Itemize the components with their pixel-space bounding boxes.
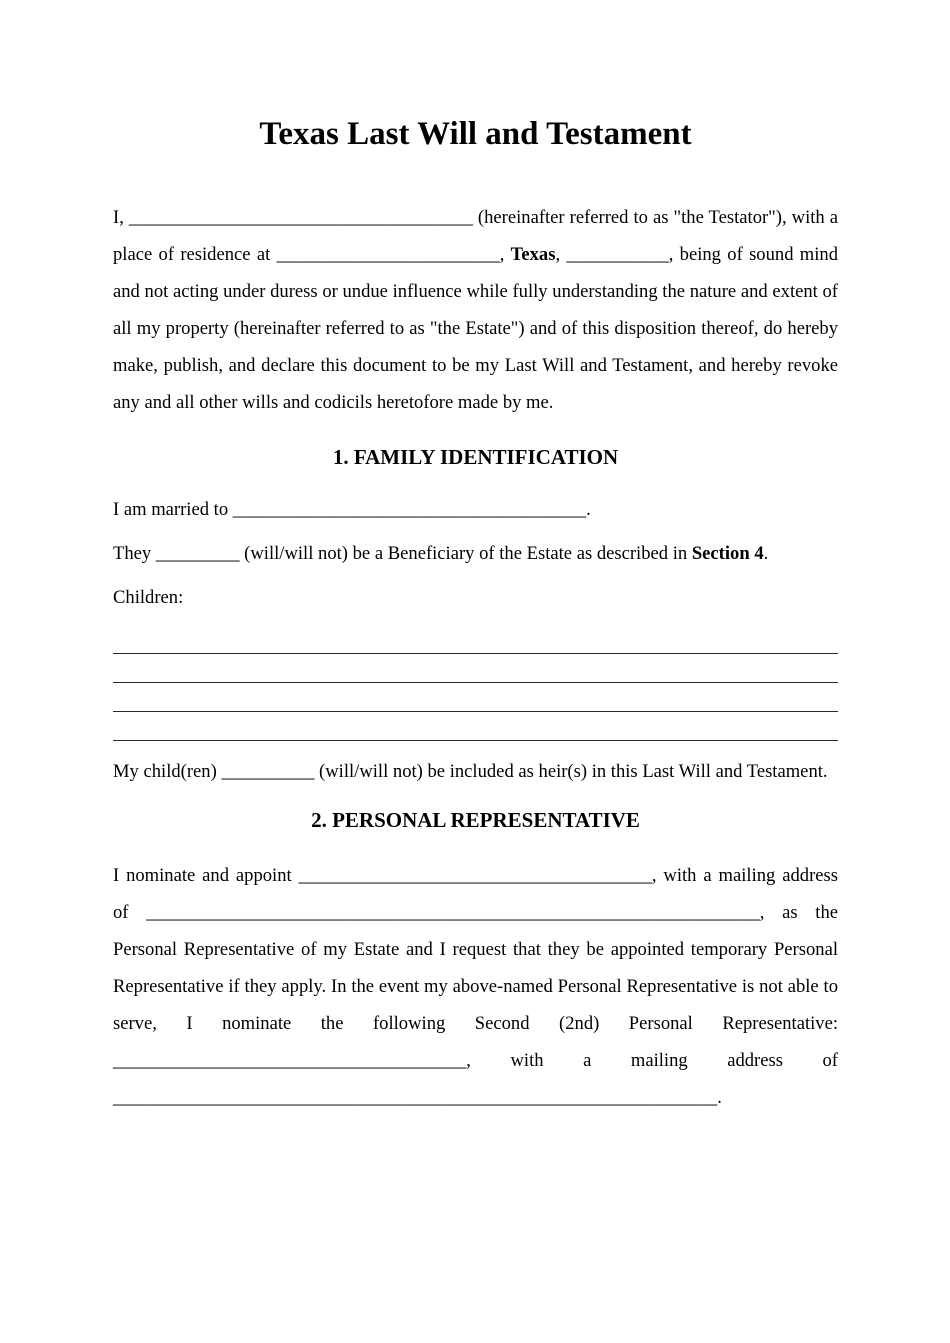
text-segment: I am married to <box>113 499 233 520</box>
text-segment: . <box>586 499 591 520</box>
text-segment: , <box>555 244 567 265</box>
blank-spouse-name[interactable]: ______________________________________ <box>232 499 587 520</box>
spouse-beneficiary-line <box>113 541 838 567</box>
personal-representative-paragraph <box>113 857 838 1116</box>
text-segment: . <box>717 1087 722 1108</box>
blank-children-will-willnot[interactable]: __________ <box>221 761 315 782</box>
children-heirs-line <box>113 757 838 787</box>
section-2-heading: 2. PERSONAL REPRESENTATIVE <box>311 808 640 832</box>
state-name-bold: Texas <box>510 244 556 265</box>
married-to-line <box>113 497 838 523</box>
blank-testator-name[interactable]: _____________________________________ <box>128 207 473 228</box>
text-segment: . <box>763 543 769 564</box>
children-entry-line-1[interactable] <box>113 625 838 654</box>
text-segment: , as the Personal Representative of my Estate and I request that they be appointed temporary Personal Representative if they apply. In the event my above-named Personal Representative is not able to serve, I nominate the following Second (2nd) Personal Representative: <box>113 902 839 1034</box>
children-label: Children: <box>113 587 184 608</box>
blank-second-representative-mailing-address[interactable]: _________________________________________________________________ <box>113 1087 718 1108</box>
document-title: Texas Last Will and Testament <box>259 116 692 152</box>
children-entry-line-4[interactable] <box>113 712 838 741</box>
text-segment: I nominate and appoint <box>113 865 299 886</box>
text-segment: , being of sound mind and not acting under duress or undue influence while fully understanding the nature and extent of all my property (hereinafter referred to as "the Estate") and of this disposition thereof, do hereby make, publish, and declare this document to be my Last Will and Testament, and hereby revoke any and all other wills and codicils heretofore made by me. <box>113 244 839 413</box>
blank-county[interactable]: ___________ <box>566 244 669 265</box>
blank-residence-address[interactable]: ________________________ <box>276 244 500 265</box>
blank-second-representative-name[interactable]: ______________________________________ <box>113 1050 467 1071</box>
text-segment: I, <box>113 207 129 228</box>
section-4-reference-bold: Section 4 <box>691 543 764 564</box>
blank-spouse-will-willnot[interactable]: _________ <box>155 543 240 564</box>
text-segment: My child(ren) <box>113 761 222 782</box>
text-segment: (hereinafter referred to as "the Testator"), with a place of residence at <box>113 207 838 265</box>
children-entry-lines <box>113 625 838 741</box>
text-segment: They <box>113 543 156 564</box>
blank-representative-mailing-address[interactable]: __________________________________________________________________ <box>146 902 760 923</box>
children-entry-line-2[interactable] <box>113 654 838 683</box>
text-segment: , with a mailing address of <box>113 865 838 923</box>
blank-representative-name[interactable]: ______________________________________ <box>298 865 652 886</box>
text-segment: (will/will not) be included as heir(s) in this Last Will and Testament. <box>314 761 828 782</box>
text-segment: , <box>499 244 511 265</box>
text-segment: (will/will not) be a Beneficiary of the Estate as described in <box>239 543 692 564</box>
children-entry-line-3[interactable] <box>113 683 838 712</box>
text-segment: , with a mailing address of <box>466 1050 838 1071</box>
section-1-heading: 1. FAMILY IDENTIFICATION <box>332 445 619 469</box>
opening-paragraph <box>113 199 838 421</box>
